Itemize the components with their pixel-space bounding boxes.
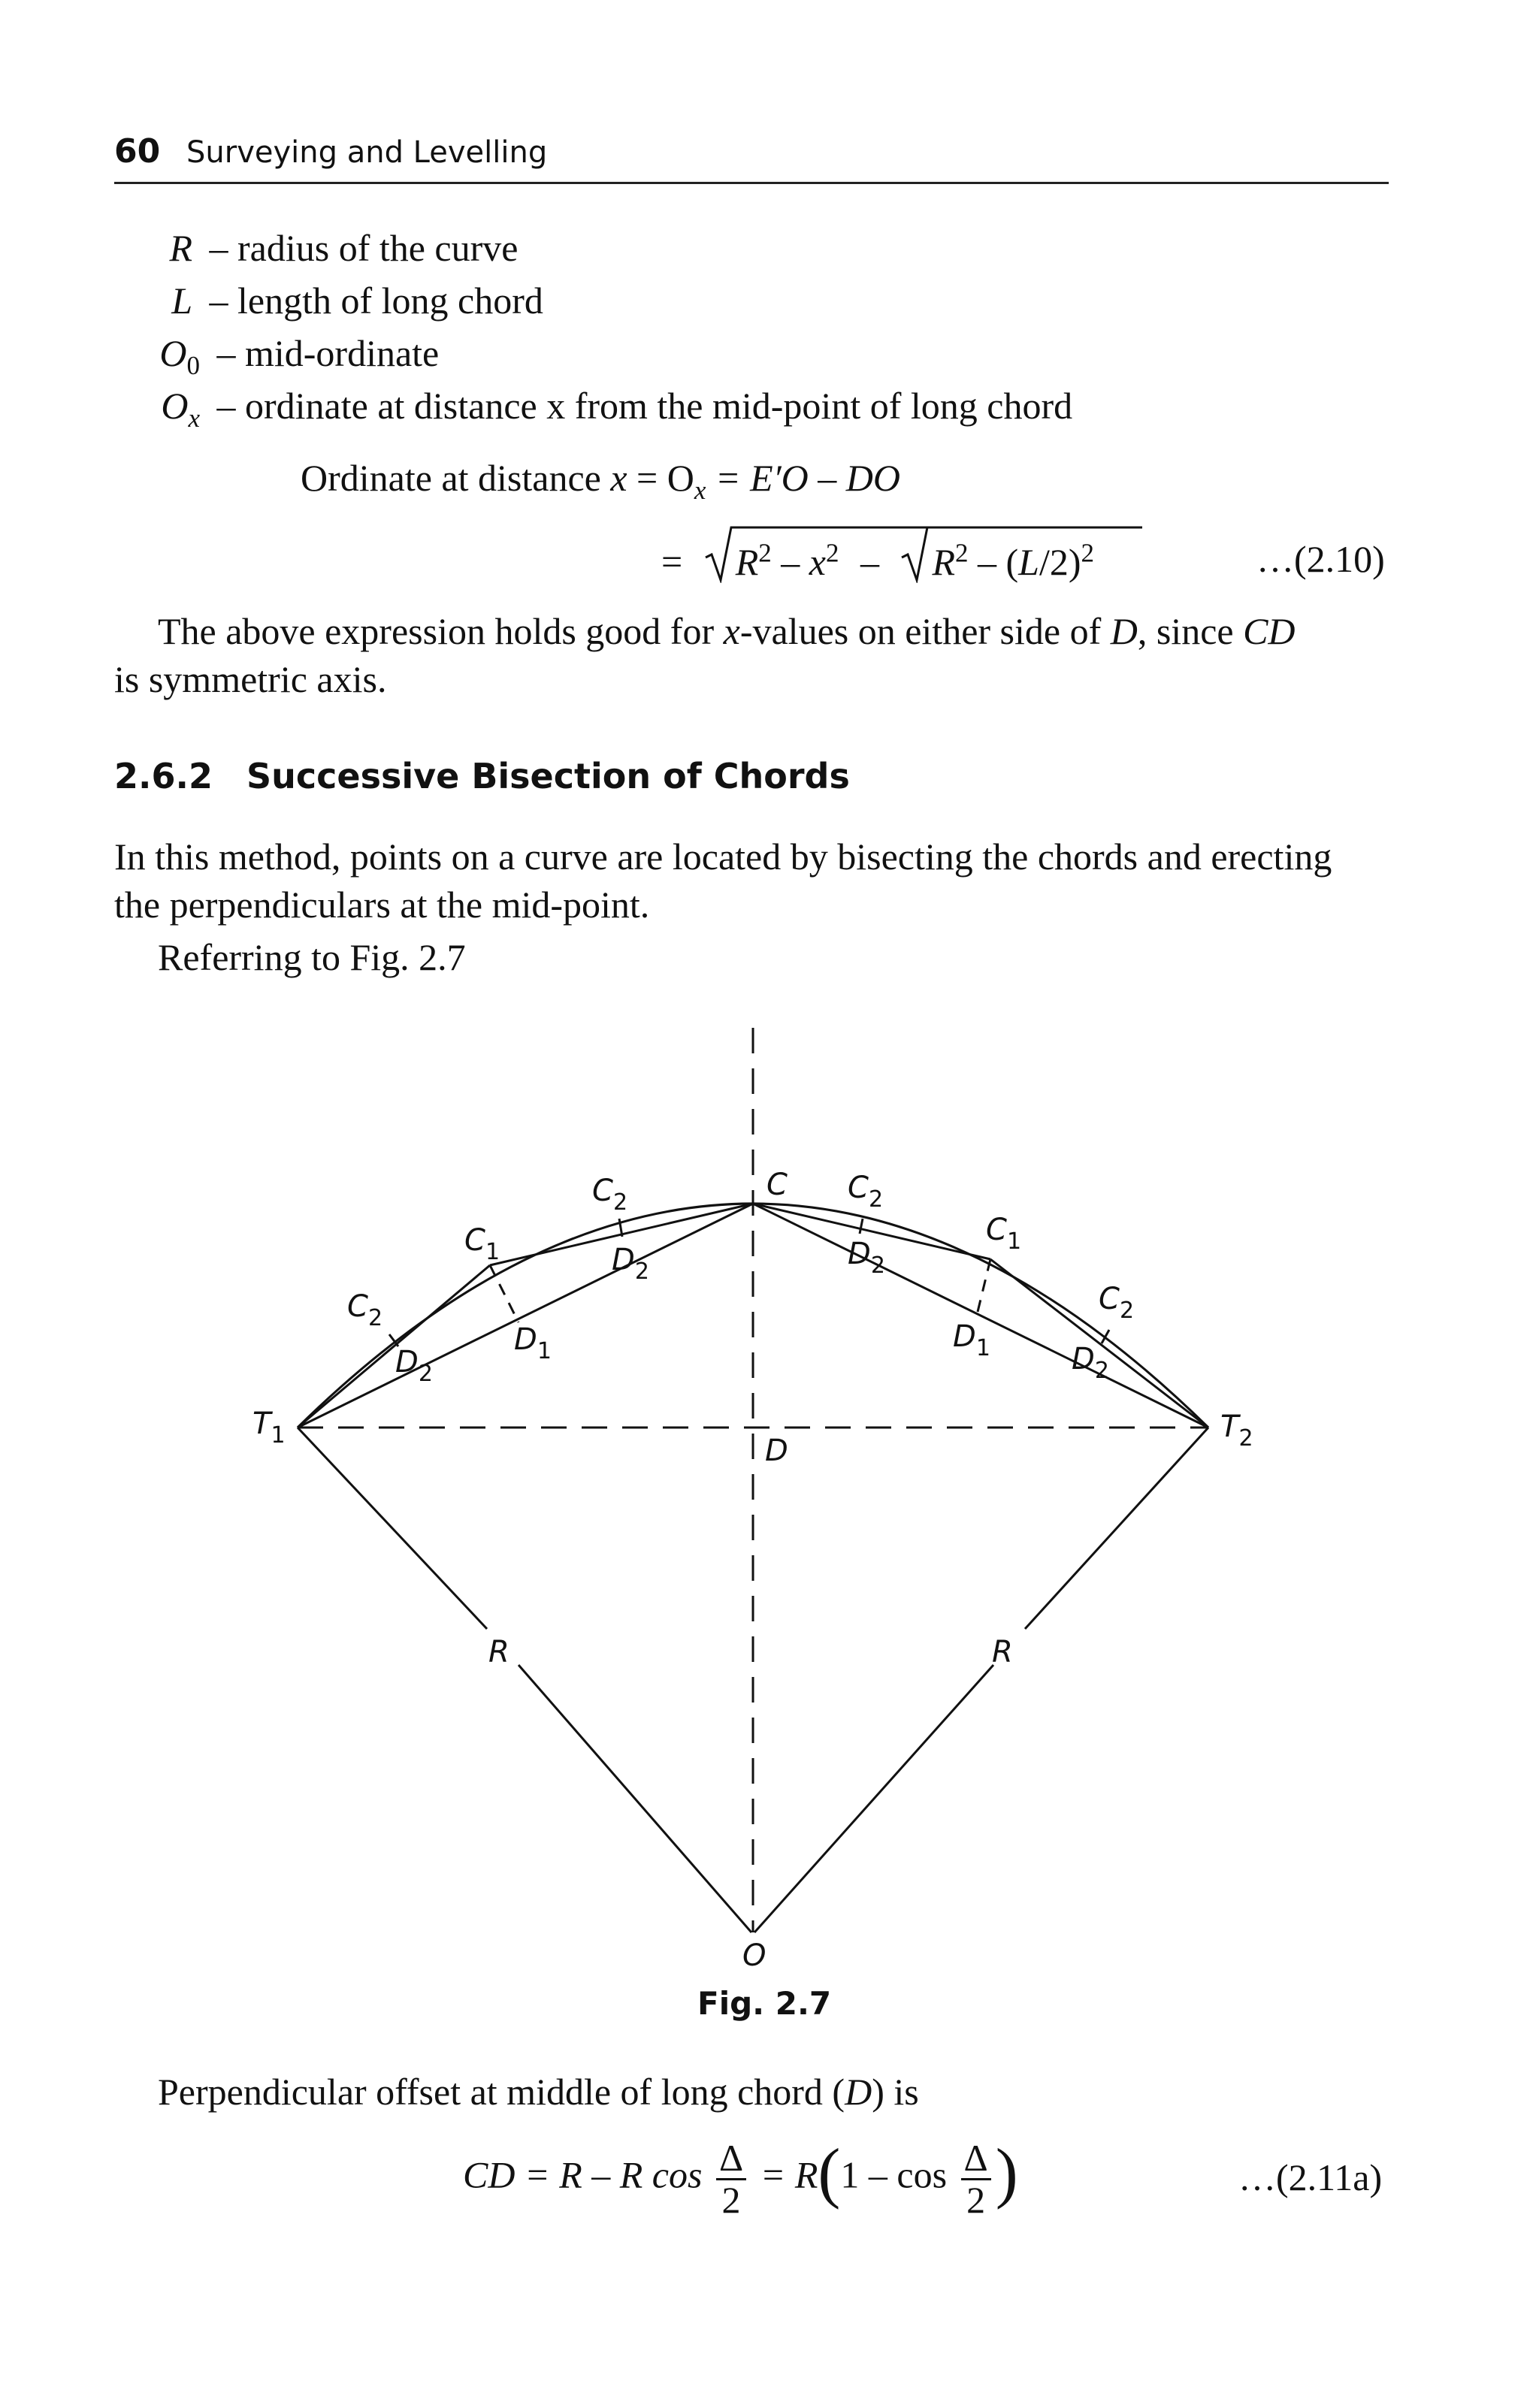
label-t1: $T_1$: [252, 1406, 286, 1449]
label-c: C: [766, 1168, 788, 1202]
equation-2-11a: CD = R – R cos $\frac{\Delta}{2}$ = R(1 – cos $\frac{\Delta}{2}$ ): [463, 2135, 1018, 2221]
running-title: Surveying and Levelling: [186, 135, 548, 170]
label-r-left: R: [488, 1635, 509, 1669]
label-r-right: R: [992, 1635, 1013, 1669]
radius-left-line: [298, 1428, 487, 1629]
label-d2-left-high: $D_2$: [612, 1243, 649, 1285]
label-d2-left-low: $D_2$: [395, 1345, 433, 1387]
label-c2-right: $C_2$: [1099, 1282, 1135, 1324]
label-d: D: [765, 1434, 788, 1468]
equation-tag-2-11a: …(2.11a): [1238, 2156, 1383, 2198]
definition-ox: $O_x$ – ordinate at distance x from the mid-point of long chord: [161, 385, 1073, 433]
paragraph-perpendicular-offset: Perpendicular offset at middle of long chord (D) is: [158, 2071, 919, 2113]
paragraph-method: In this method, points on a curve are located by bisecting the chords and erecting the perpendiculars at the mid-point. Referring to Fig. 2.7: [114, 835, 1332, 978]
equation-2-10: = $R^2 - x^2$ – $R^2 - (L/2)^2$: [661, 529, 1094, 586]
label-c2-top-right: $C_2$: [848, 1171, 884, 1213]
label-c2-left: $C_2$: [347, 1289, 383, 1331]
label-c2-top-left: $C_2$: [592, 1174, 628, 1216]
label-c1-left: $C_1$: [464, 1223, 500, 1265]
equation-tag-2-10: …(2.10): [1256, 538, 1385, 580]
label-t2: $T_2$: [1220, 1409, 1253, 1452]
label-d1-left: $D_1$: [514, 1322, 552, 1364]
definition-l: L – length of long chord: [171, 279, 543, 322]
equation-ordinate: Ordinate at distance $x = O_x = E'O$ – DO: [301, 457, 900, 505]
label-c1-right: $C_1$: [986, 1213, 1022, 1255]
label-o: O: [742, 1938, 766, 1973]
section-title: Successive Bisection of Chords: [246, 756, 850, 796]
page-number: 60: [114, 132, 161, 171]
label-d2-right-low: $D_2$: [1072, 1342, 1109, 1384]
radius-right-line: [1025, 1428, 1208, 1629]
definition-o0: $O_0$ – mid-ordinate: [159, 332, 440, 380]
paragraph-symmetric: The above expression holds good for x-values on either side of D, since CD is symmetric axis.: [114, 610, 1296, 700]
definition-r: R – radius of the curve: [169, 227, 519, 269]
figure-caption: Fig. 2.7: [697, 1985, 832, 2022]
section-number: 2.6.2: [114, 756, 213, 796]
label-d2-right-high: $D_2$: [848, 1237, 885, 1279]
label-d1-right: $D_1$: [953, 1319, 990, 1361]
